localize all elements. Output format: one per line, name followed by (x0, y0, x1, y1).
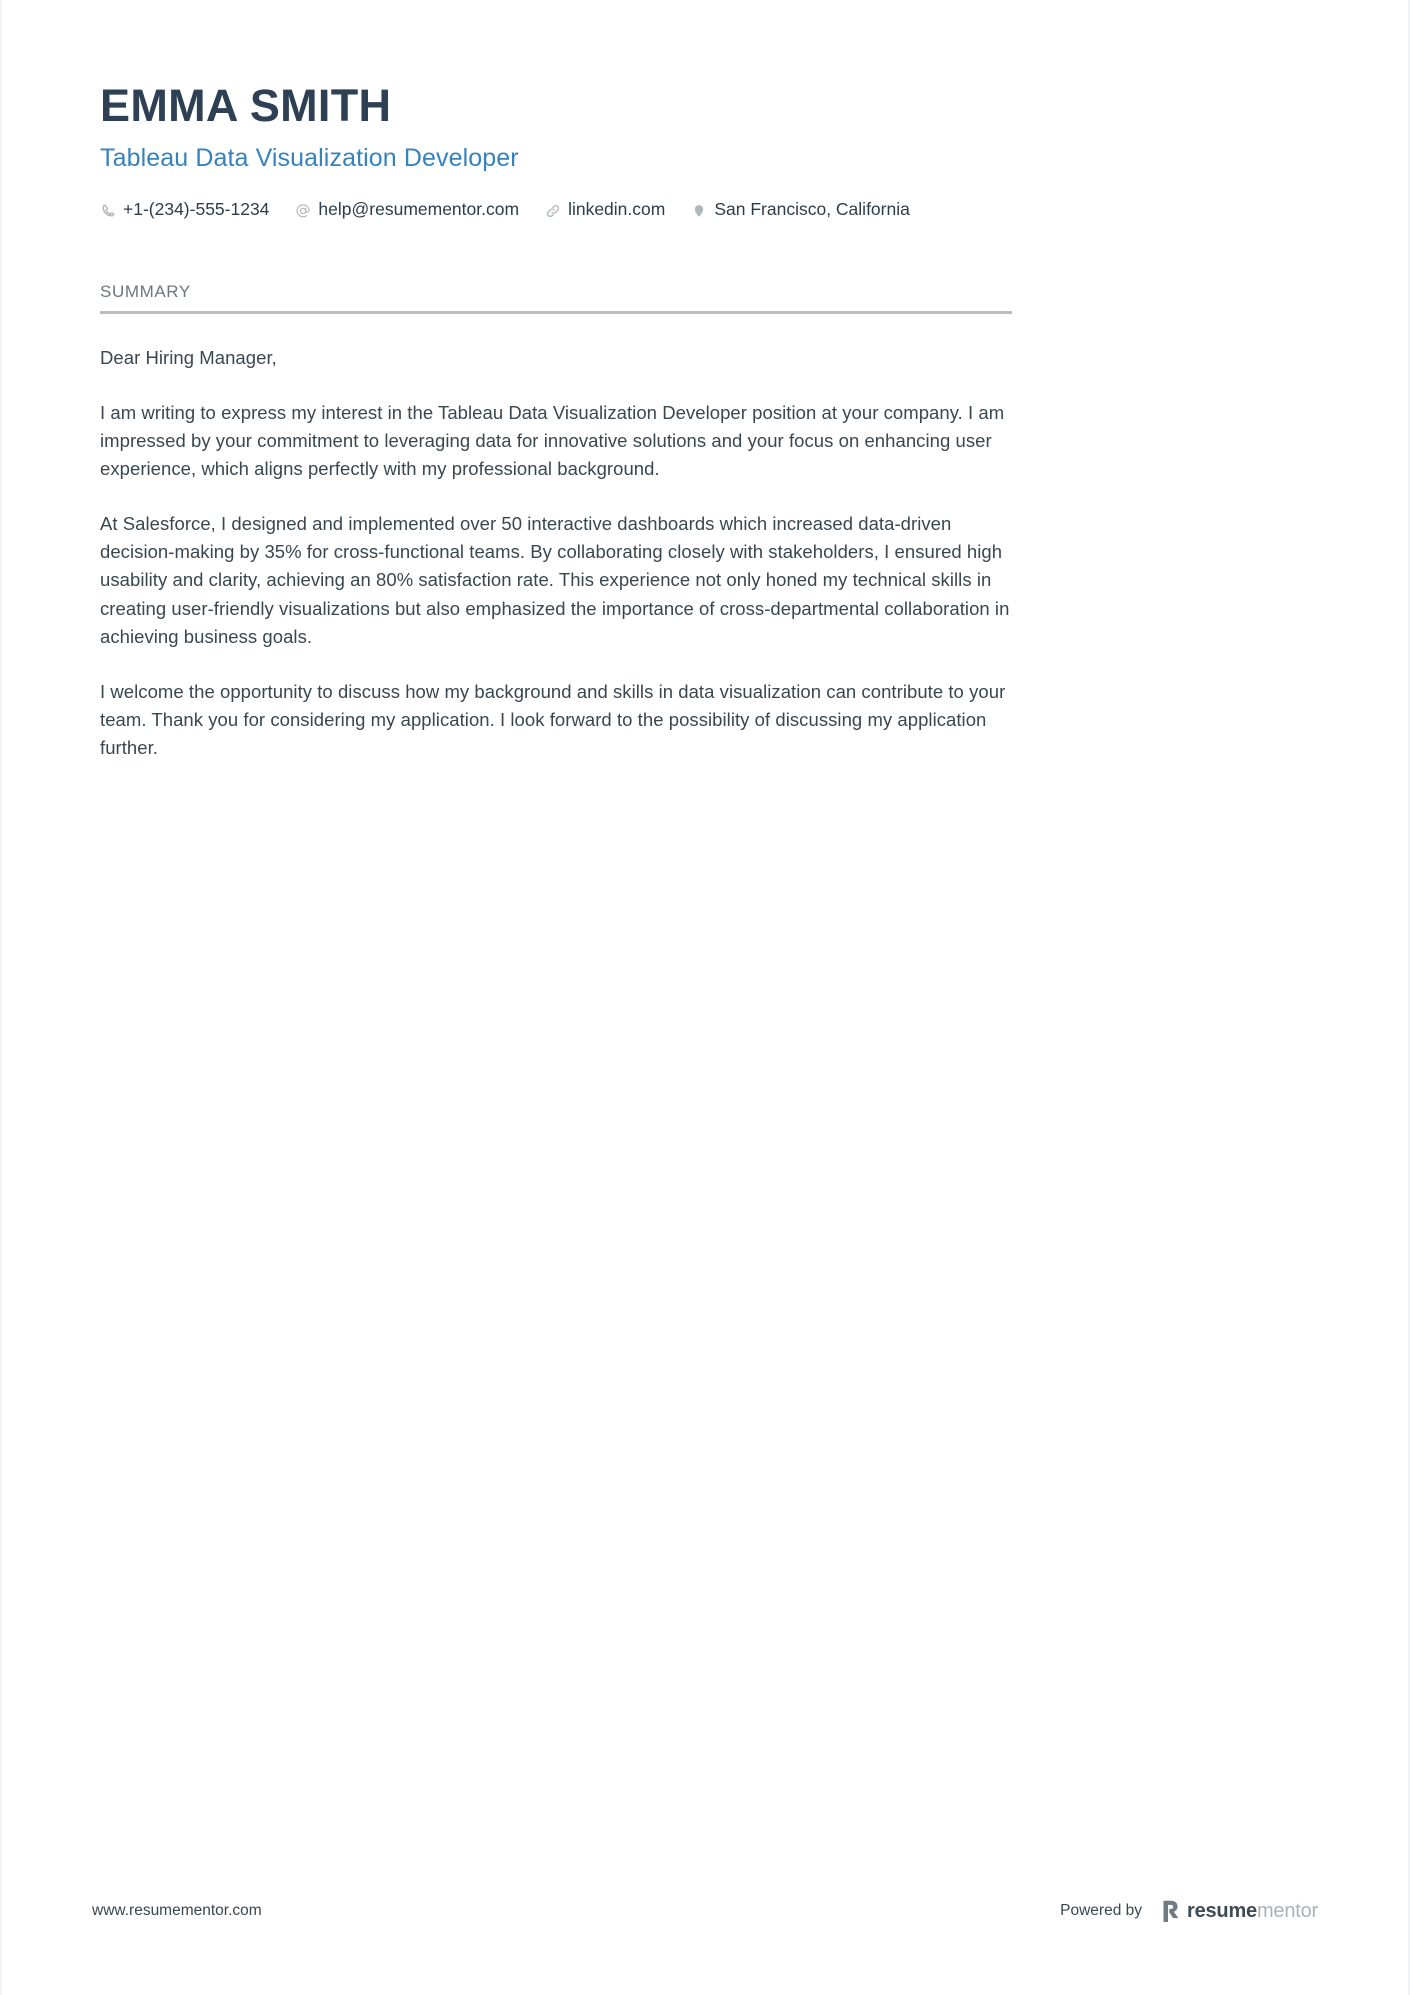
letter-paragraph-3: I welcome the opportunity to discuss how my background and skills in data visualization can contribute to your team. Thank you for considering my application. I look forward to the possibility of discussing my application further. (100, 680, 1006, 758)
link-icon (545, 203, 561, 219)
page-content (100, 0, 1012, 762)
footer-branding (1060, 1900, 1318, 1922)
resumementor-logo[interactable] (1162, 1900, 1318, 1922)
contact-item-phone[interactable] (100, 201, 269, 220)
cover-letter-body (100, 344, 1012, 762)
phone-icon (100, 203, 116, 219)
contact-phone-text: +1-(234)-555-1234 (123, 199, 270, 220)
brand-name-secondary: mentor (1256, 1900, 1318, 1922)
email-icon (295, 203, 311, 219)
letter-paragraph-2: At Salesforce, I designed and implemented over 50 interactive dashboards which increased data-driven decision-making by 35% for cross-functional teams. By collaborating closely with stakeholders, I ensured high usability and clarity, achieving an 80% satisfaction rate. This experience not only honed my technical skills in creating user-friendly visualizations but also emphasized the importance of cross-departmental collaboration in achieving business goals. (100, 513, 1010, 647)
footer-website-url[interactable]: www.resumementor.com (92, 1902, 262, 1919)
location-pin-icon (691, 203, 707, 219)
contact-link-text: linkedin.com (568, 199, 666, 220)
contact-item-email[interactable] (295, 201, 519, 220)
brand-name-primary: resume (1187, 1900, 1257, 1922)
powered-by-label: Powered by (1060, 1902, 1142, 1919)
contact-item-location[interactable] (691, 201, 910, 220)
contact-item-link[interactable] (545, 201, 665, 220)
letter-salutation: Dear Hiring Manager, (100, 346, 277, 368)
page-title: EMMA SMITH (100, 80, 392, 131)
contact-email-text: help@resumementor.com (318, 199, 520, 220)
letter-paragraph-1: I am writing to express my interest in the Tableau Data Visualization Developer position at your company. I am impressed by your commitment to leveraging data for innovative solutions and your focus on enhancing user experience, which aligns perfectly with my professional background. (100, 401, 1005, 480)
contact-row (100, 201, 1012, 220)
page-footer (92, 1900, 1318, 1922)
section-heading-summary: SUMMARY (100, 281, 191, 301)
job-title: Tableau Data Visualization Developer (100, 144, 519, 173)
document-header (100, 0, 1012, 173)
contact-location-text: San Francisco, California (714, 199, 910, 220)
section-divider (100, 311, 1012, 314)
resumementor-mark-icon (1162, 1900, 1181, 1922)
summary-section (100, 282, 1012, 762)
